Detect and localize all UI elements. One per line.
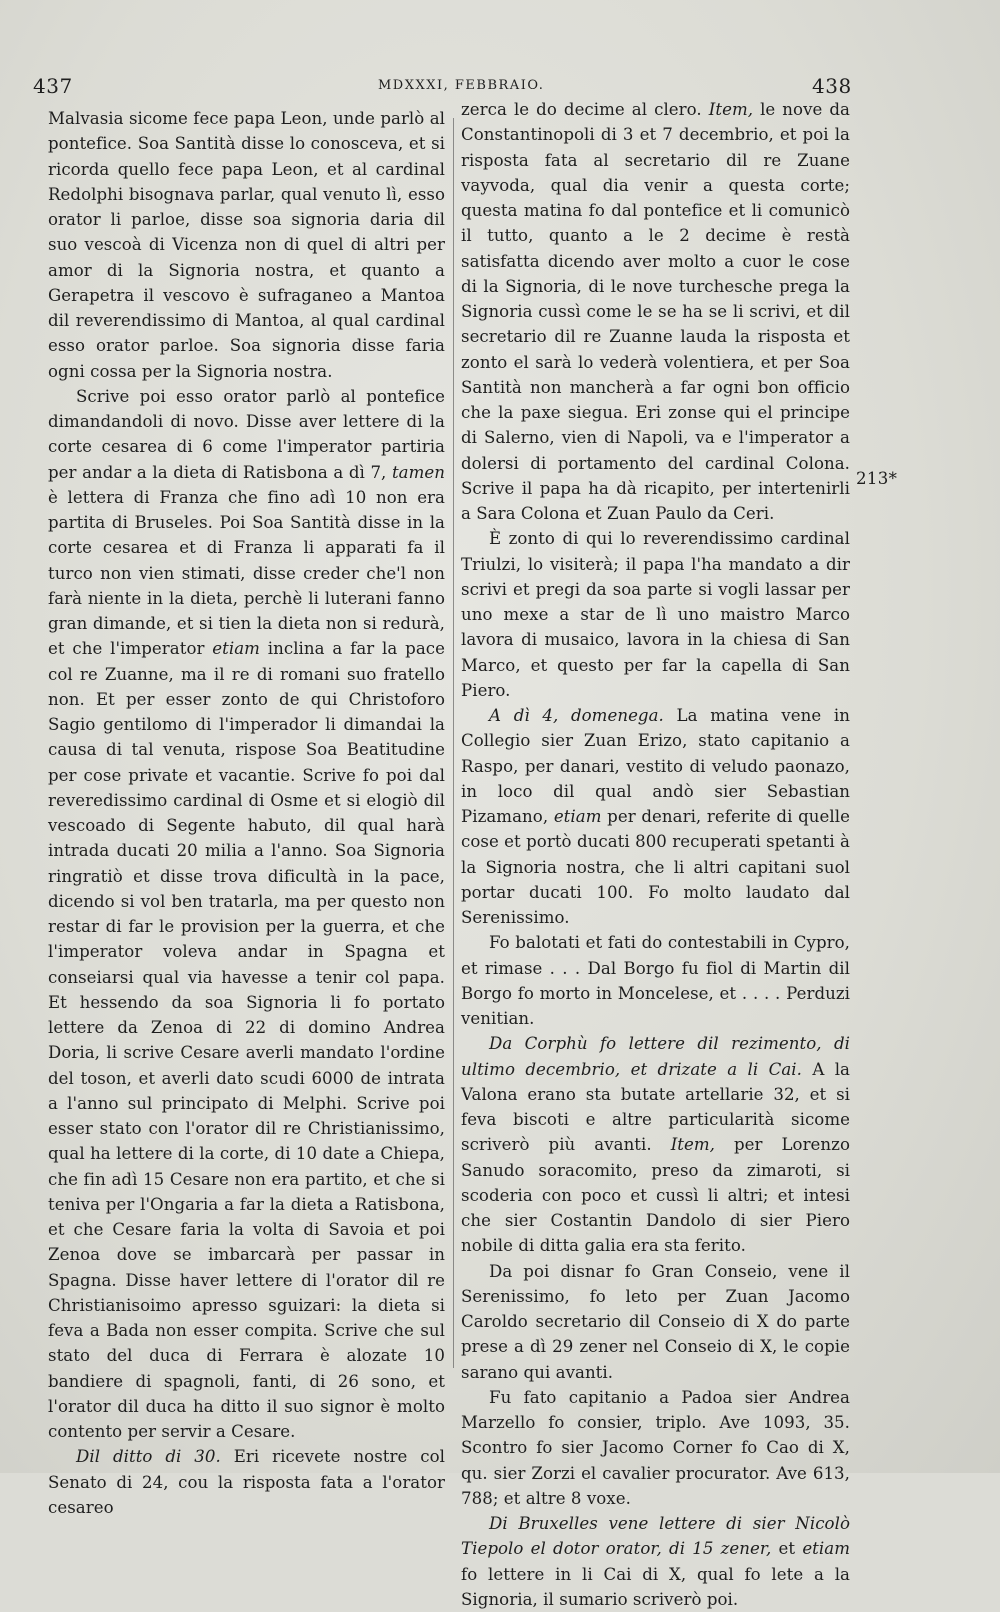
left-paragraph-2 <box>48 384 445 1445</box>
column-divider <box>453 118 454 1368</box>
italic-heading: Da Corphù fo lettere dil rezimento, di ultimo decembrio, et drizate a li Cai. <box>461 1034 850 1079</box>
right-column <box>461 97 850 1612</box>
right-paragraph-8 <box>461 1511 850 1612</box>
text-run: è lettera di Franza che fino adì 10 non era partita di Bruseles. Poi Soa Santità disse in la corte cesarea et di Franza li apparati fa il turco non vien stimati, disse creder che'l non farà niente in la dieta, perchè li luterani fanno gran dimande, et si tien la dieta non si redurà, et che l'imperator <box>48 487 445 659</box>
right-paragraph-6: Da poi disnar fo Gran Conseio, vene il Serenissimo, fo leto per Zuan Jacomo Caroldo secretario dil Conseio di X do parte prese a dì 29 zener nel Conseio di X, le copie sarano qui avanti. <box>461 1261 850 1382</box>
italic-word: Item, <box>708 100 754 119</box>
text-run: Eri ricevete nostre col Senato di 24, cou la risposta fata a l'orator cesareo <box>48 1447 445 1517</box>
left-paragraph-3 <box>48 1444 445 1520</box>
right-paragraph-4: Fo balotati et fati do contestabili in Cypro, et rimase . . . Dal Borgo fu fiol di Martin dil Borgo fo morto in Moncelese, et . . . . Perduzi venitian. <box>461 933 850 1028</box>
italic-word: etiam <box>553 807 602 826</box>
margin-folio-note: 213* <box>856 469 898 488</box>
text-run: fo lettere in li Cai di X, qual fo lete a la Signoria, il sumario scriverò poi. <box>461 1564 850 1609</box>
italic-dateline: A dì 4, domenega. <box>489 706 664 725</box>
right-paragraph-7: Fu fato capitanio a Padoa sier Andrea Marzello fo consier, triplo. Ave 1093, 35. Scontro fo sier Jacomo Corner fo Cao di X, qu. sier Zorzi el cavalier procurator. Ave 613, 788; et altre 8 voxe. <box>461 1387 850 1508</box>
text-run: per denari, referite di quelle cose et portò ducati 800 recuperati spetanti à la Signoria nostra, che li altri capitani suol portar ducati 100. Fo molto laudato dal Serenissimo. <box>461 807 850 927</box>
left-column <box>48 106 445 1520</box>
text-run: A la Valona erano sta butate artellarie 32, et si feva biscoti e altre particularità sicome scriverò più avanti. <box>461 1059 851 1155</box>
page-number-left: 437 <box>33 74 73 98</box>
text-run: et <box>771 1539 803 1559</box>
italic-dateline: Dil ditto di 30. <box>76 1447 221 1467</box>
italic-word: etiam <box>802 1539 850 1559</box>
right-paragraph-1 <box>461 97 850 526</box>
page-number-right: 438 <box>812 74 852 98</box>
text-run: per Lorenzo Sanudo soracomito, preso da zimaroti, si scoderia con poco et cussì li altri; et intesi che sier Costantin Dandolo di sier Piero nobile di ditta galia era sta ferito. <box>461 1135 850 1256</box>
italic-word: Item, <box>670 1135 715 1155</box>
italic-word: etiam <box>212 639 260 659</box>
running-title: MDXXXI, FEBBRAIO. <box>378 78 545 93</box>
right-paragraph-5 <box>461 1031 850 1258</box>
text-run: La matina vene in Collegio sier Zuan Erizo, stato capitanio a Raspo, per danari, vestito di veludo paonazo, in loco dil qual andò sier Sebastian Pizamano, <box>461 706 850 826</box>
left-paragraph-1: Malvasia sicome fece papa Leon, unde parlò al pontefice. Soa Santità disse lo conosceva, et si ricorda quello fece papa Leon, et al cardinal Redolphi bisognava parlar, qual venuto lì, esso orator li parloe, disse soa signoria daria dil suo vescoà di Vicenza non di quel di altri per amor di la Signoria nostra, et quanto a Gerapetra il vescovo è sufraganeo a Mantoa dil reverendissimo di Mantoa, al qual cardinal esso orator parloe. Soa signoria disse faria ogni cossa per la Signoria nostra. <box>48 109 445 381</box>
text-run: zerca le do decime al clero. <box>461 100 709 119</box>
italic-word: tamen <box>391 462 445 482</box>
italic-heading: Di Bruxelles vene lettere di sier Nicolò Tiepolo el dotor orator, di 15 zener, <box>461 1514 850 1559</box>
text-run: le nove da Constantinopoli di 3 et 7 decembrio, et poi la risposta fata al secretario dil re Zuane vayvoda, qual dia venir a questa corte; questa matina fo dal pontefice et li comunicò il tutto, quanto a le 2 decime è restà satisfatta dicendo aver molto a cuor le cose di la Signoria, di le nove turchesche prega la Signoria cussì come le se ha se li scrivi, et dil secretario dil re Zuanne lauda la risposta et zonto el sarà lo vederà volentiera, et per Soa Santità non mancherà a far ogni bon officio che la paxe siegua. Eri zonse qui el principe di Salerno, vien di Napoli, va e l'imperator a dolersi di portamento del cardinal Colona. Scrive il papa ha dà ricapito, per intertenirli a Sara Colona et Zuan Paulo da Ceri. <box>461 100 850 523</box>
text-run: Scrive poi esso orator parlò al pontefice dimandandoli di novo. Disse aver lettere di la corte cesarea di 6 come l'imperator partiria per andar a la dieta di Ratisbona a dì 7, <box>48 386 445 482</box>
text-run: inclina a far la pace col re Zuanne, ma il re di romani suo fratello non. Et per esser zonto de qui Christoforo Sagio gentilomo di l'imperador li dimandai la causa di tal venuta, rispose Soa Beatitudine per cose private et vacantie. Scrive fo poi dal reveredissimo cardinal di Osme et si elogiò dil vescoado di Segente habuto, dil qual harà intrada ducati 20 milia a l'anno. Soa Signoria ringratiò et disse trova dificultà in la pace, dicendo si vol ben tratarla, ma per questo non restar di far le provision per la guerra, et che l'imperator voleva andar in Spagna et conseiarsi qual via havesse a tenir col papa. Et hessendo da soa Signoria li fo portato lettere da Zenoa di 22 di domino Andrea Doria, li scrive Cesare averli mandato l'ordine del toson, et averli dato scudi 6000 de intrata a l'anno sul principato di Melphi. Scrive poi esser stato con l'orator dil re Christianissimo, qual ha lettere di la corte, di 10 date a Chiepa, che fin adì 15 Cesare non era partito, et che si teniva per l'Ongaria a far la dieta a Ratisbona, et che Cesare faria la volta di Savoia et poi Zenoa dove se imbarcarà per passar in Spagna. Disse haver lettere di l'orator dil re Christianisoimo apresso sguizari: la dieta si feva a Bada non esser compita. Scrive che sul stato del duca di Ferrara è alozate 10 bandiere di spagnoli, fanti, di 26 sono, et l'orator dil duca ha ditto il suo signor è molto contento per servir a Cesare. <box>48 639 445 1441</box>
right-paragraph-2: È zonto di qui lo reverendissimo cardinal Triulzi, lo visiterà; il papa l'ha mandato a dir scrivi et pregi da soa parte si vogli lassar per uno mexe a star de lì uno maistro Marco lavora di musaico, lavora in la chiesa di San Marco, et questo per far la capella di San Piero. <box>461 529 850 700</box>
right-paragraph-3 <box>461 703 850 930</box>
